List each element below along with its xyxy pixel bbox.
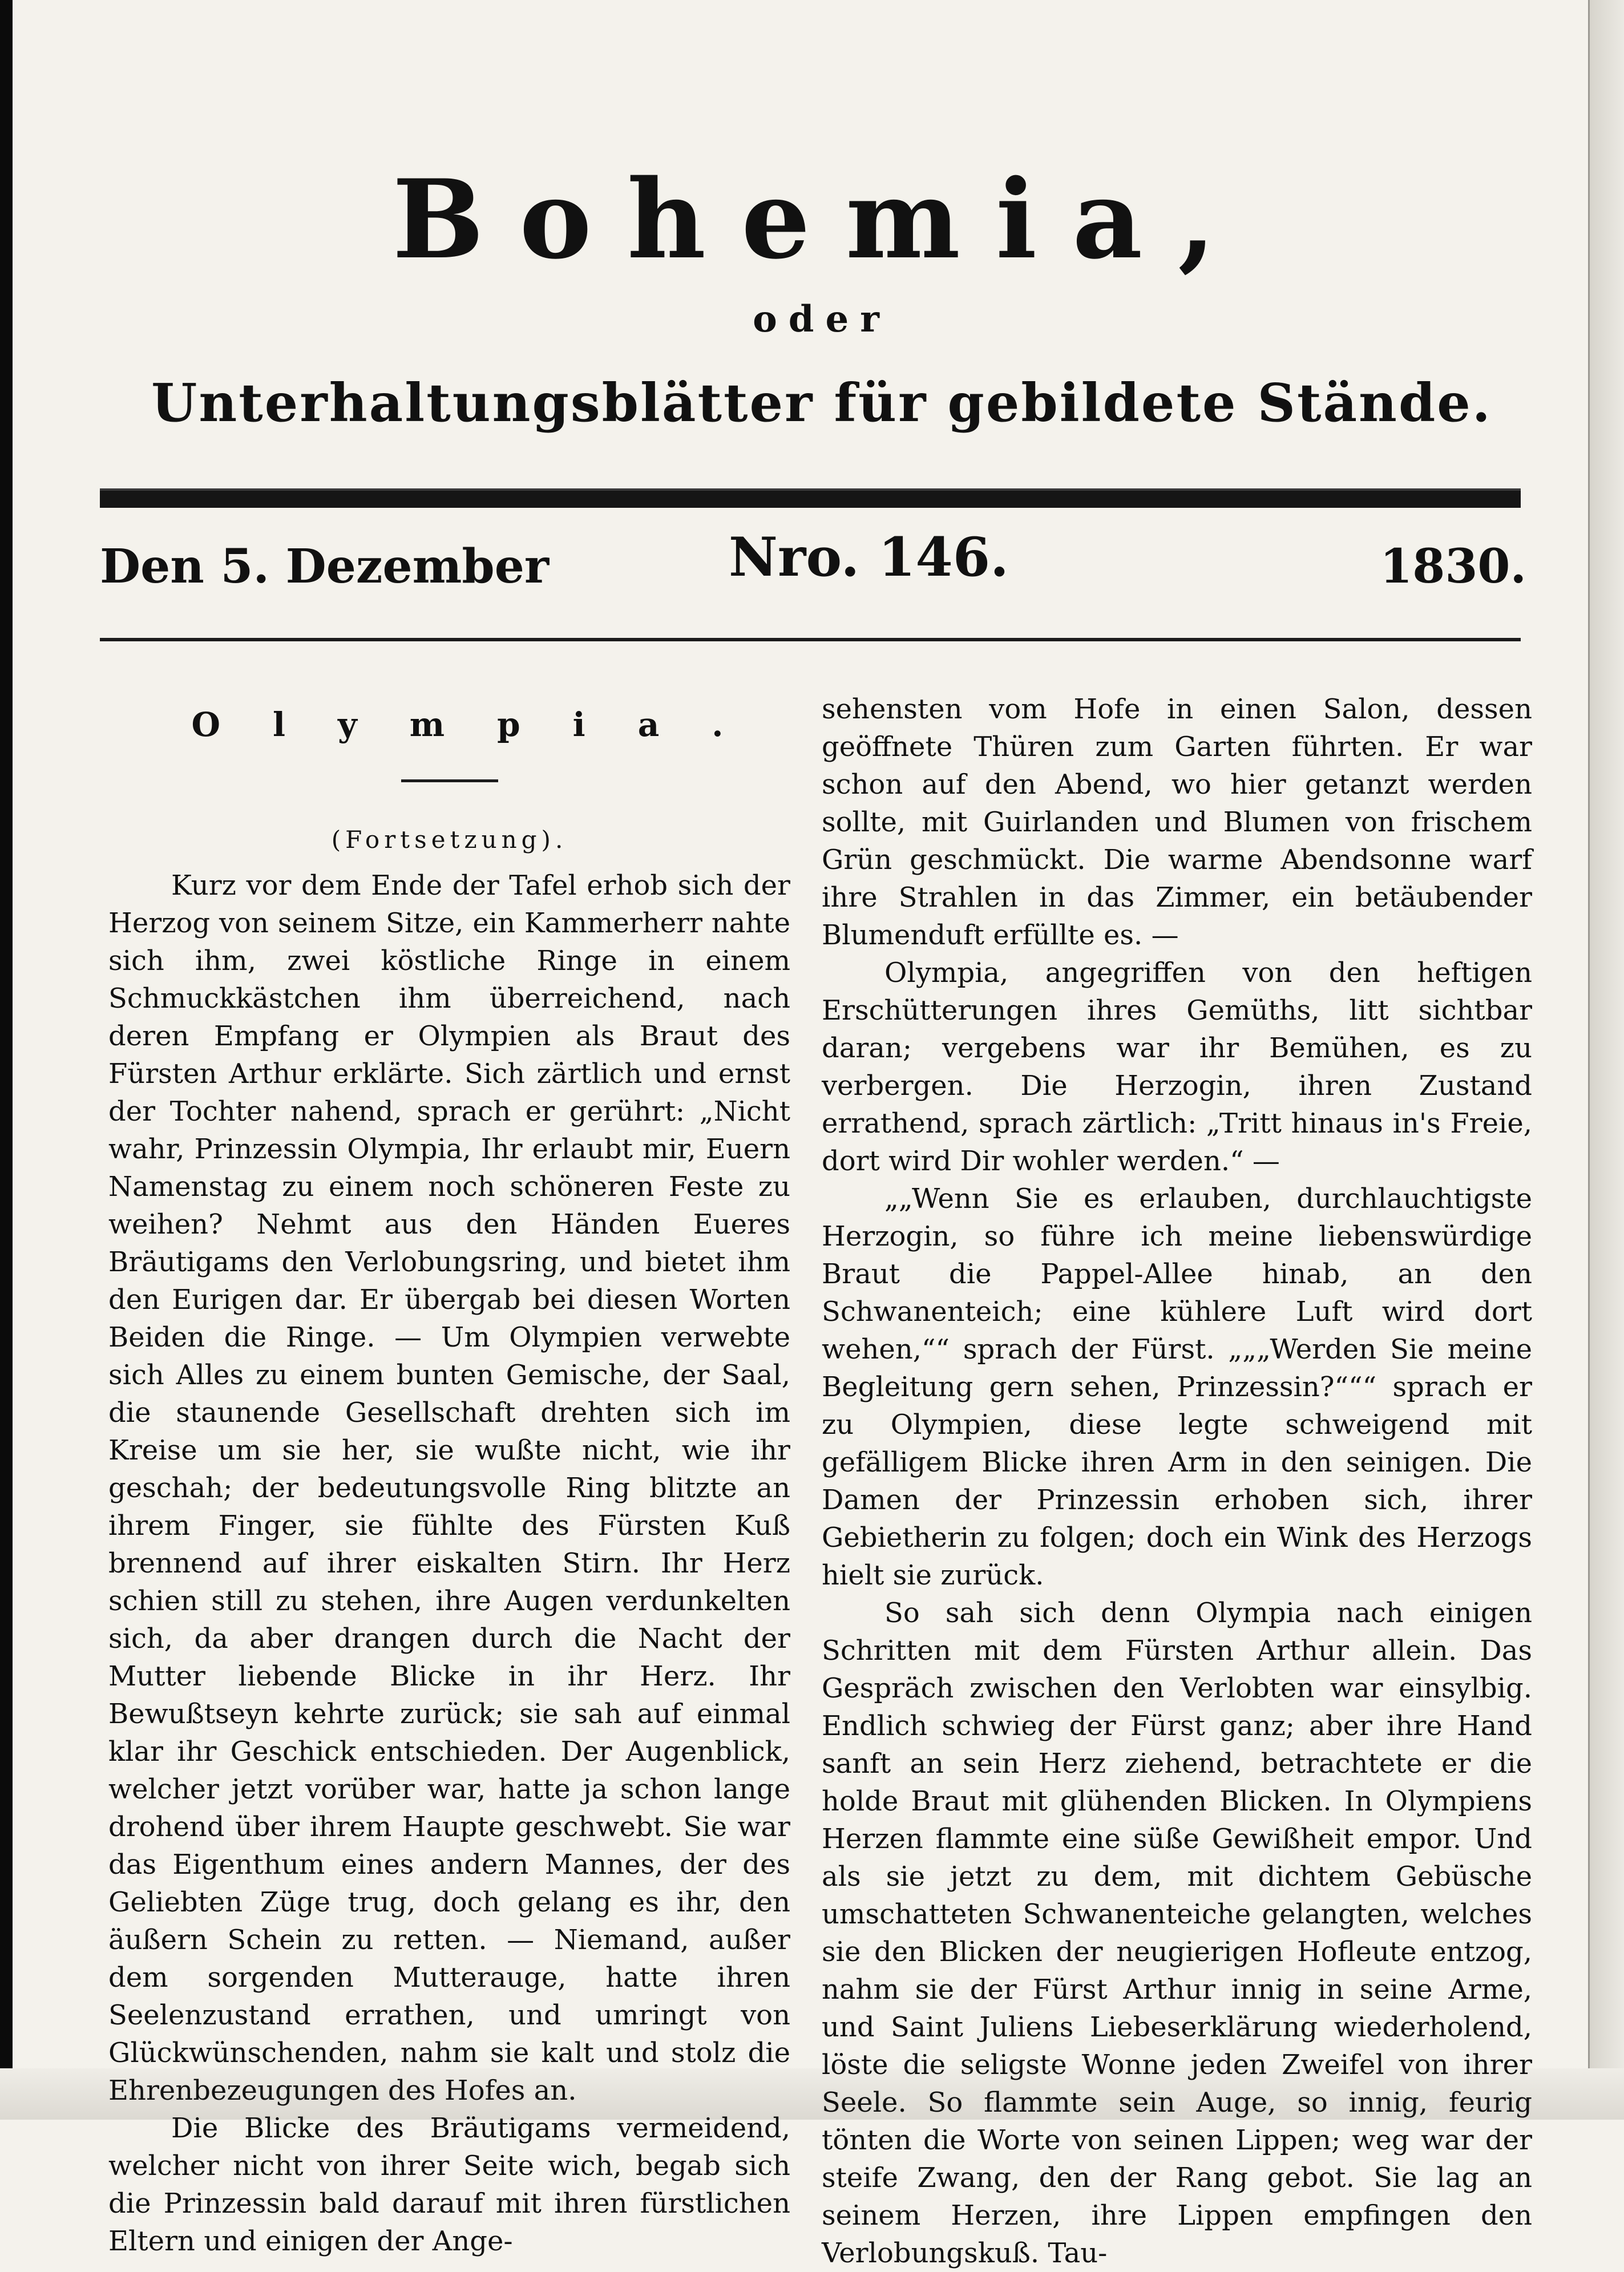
masthead-subtitle: Unterhaltungsblätter für gebildete Stände. xyxy=(151,372,1492,434)
paragraph: „„Wenn Sie es erlauben, durchlauchtigste Herzogin, so führe ich meine liebenswürdige Braut die Pappel-Allee hinab, an den Schwanenteich; eine kühlere Luft wird dort wehen,““ sprach der Fürst. „„„Werden Sie meine Begleitung gern sehen, Prinzessin?“““ sprach er zu Olympien, diese legte schweigend mit gefälligem Blicke ihren Arm in den seinigen. Die Damen der Prinzessin erhoben sich, ihrer Gebietherin zu folgen; doch ein Wink des Herzogs hielt sie zurück. xyxy=(822,1183,1532,1591)
scan-border-left xyxy=(0,0,13,2120)
issue-date: Den 5. Dezember xyxy=(100,539,550,594)
issue-year: 1830. xyxy=(1380,539,1526,594)
title-divider xyxy=(401,779,498,782)
article-subtitle: (Fortsetzung). xyxy=(331,826,568,854)
issue-number: Nro. 146. xyxy=(729,526,1009,589)
article-title: Olympia. xyxy=(191,705,776,744)
column-right xyxy=(822,690,1532,2272)
masthead-rule xyxy=(100,488,1521,508)
paragraph: So sah sich denn Olympia nach einigen Schritten mit dem Fürsten Arthur allein. Das Gespräch zwischen den Verlobten war einsylbig. Endlich schwieg der Fürst ganz; aber ihre Hand sanft an sein Herz ziehend, betrachtete er die holde Braut mit glühenden Blicken. In Olympiens Herzen flammte eine süße Gewißheit empor. Und als sie jetzt zu dem, mit dichtem Gebüsche umschatteten Schwanenteiche gelangten, welches sie den Blicken der neugierigen Hofleute entzog, nahm sie der Fürst Arthur innig in seine Arme, und Saint Juliens Liebeserklärung wiederholend, löste die seligste Wonne jeden Zweifel von ihrer Seele. So flammte sein Auge, so innig, feurig tönten die Worte von seinen Lippen; weg war der steife Zwang, den der Rang gebot. Sie lag an seinem Herzen, ihre Lippen empfingen den Verlobungskuß. Tau- xyxy=(822,1597,1532,2269)
masthead-connector: oder xyxy=(753,298,891,341)
newspaper-page xyxy=(54,0,1589,2269)
paragraph: sehensten vom Hofe in einen Salon, dessen geöffnete Thüren zum Garten führten. Er war schon auf den Abend, wo hier getanzt werden sollte, mit Guirlanden und Blumen von frischem Grün geschmückt. Die warme Abendsonne warf ihre Strahlen in das Zimmer, ein betäubender Blumenduft erfüllte es. — xyxy=(822,693,1532,951)
issue-line xyxy=(100,526,1526,594)
masthead-title: Bohemia, xyxy=(392,156,1251,283)
paragraph: Die Blicke des Bräutigams vermeidend, welcher nicht von ihrer Seite wich, begab sich die Prinzessin bald darauf mit ihren fürstlichen Eltern und einigen der Ange- xyxy=(108,2112,790,2257)
paragraph: Olympia, angegriffen von den heftigen Erschütterungen ihres Gemüths, litt sichtbar daran; vergebens war ihr Bemühen, es zu verbergen. Die Herzogin, ihren Zustand errathend, sprach zärtlich: „Tritt hinaus in's Freie, dort wird Dir wohler werden.“ — xyxy=(822,957,1532,1177)
issue-rule xyxy=(100,638,1521,641)
column-left xyxy=(108,696,790,2260)
scan-border-right xyxy=(1588,0,1624,2120)
paragraph: Kurz vor dem Ende der Tafel erhob sich der Herzog von seinem Sitze, ein Kammerherr nahte sich ihm, zwei köstliche Ringe in einem Schmuckkästchen ihm überreichend, nach deren Empfang er Olympien als Braut des Fürsten Arthur erklärte. Sich zärtlich und ernst der Tochter nahend, sprach er gerührt: „Nicht wahr, Prinzessin Olympia, Ihr erlaubt mir, Euern Namenstag zu einem noch schöneren Feste zu weihen? Nehmt aus den Händen Eueres Bräutigams den Verlobungsring, und bietet ihm den Eurigen dar. Er übergab bei diesen Worten Beiden die Ringe. — Um Olympien verwebte sich Alles zu einem bunten Gemische, der Saal, die staunende Gesellschaft drehten sich im Kreise um sie her, sie wußte nicht, wie ihr geschah; der bedeutungsvolle Ring blitzte an ihrem Finger, sie fühlte des Fürsten Kuß brennend auf ihrer eiskalten Stirn. Ihr Herz schien still zu stehen, ihre Augen verdunkelten sich, da aber drangen durch die Nacht der Mutter liebende Blicke in ihr Herz. Ihr Bewußtseyn kehrte zurück; sie sah auf einmal klar ihr Geschick entschieden. Der Augenblick, welcher jetzt vorüber war, hatte ja schon lange drohend über ihrem Haupte geschwebt. Sie war das Eigenthum eines andern Mannes, der des Geliebten Züge trug, doch gelang es ihr, den äußern Schein zu retten. — Niemand, außer dem sorgenden Mutterauge, hatte ihren Seelenzustand errathen, und umringt von Glückwünschenden, nahm sie kalt und stolz die Ehrenbezeugungen des Hofes an. xyxy=(108,870,790,2107)
